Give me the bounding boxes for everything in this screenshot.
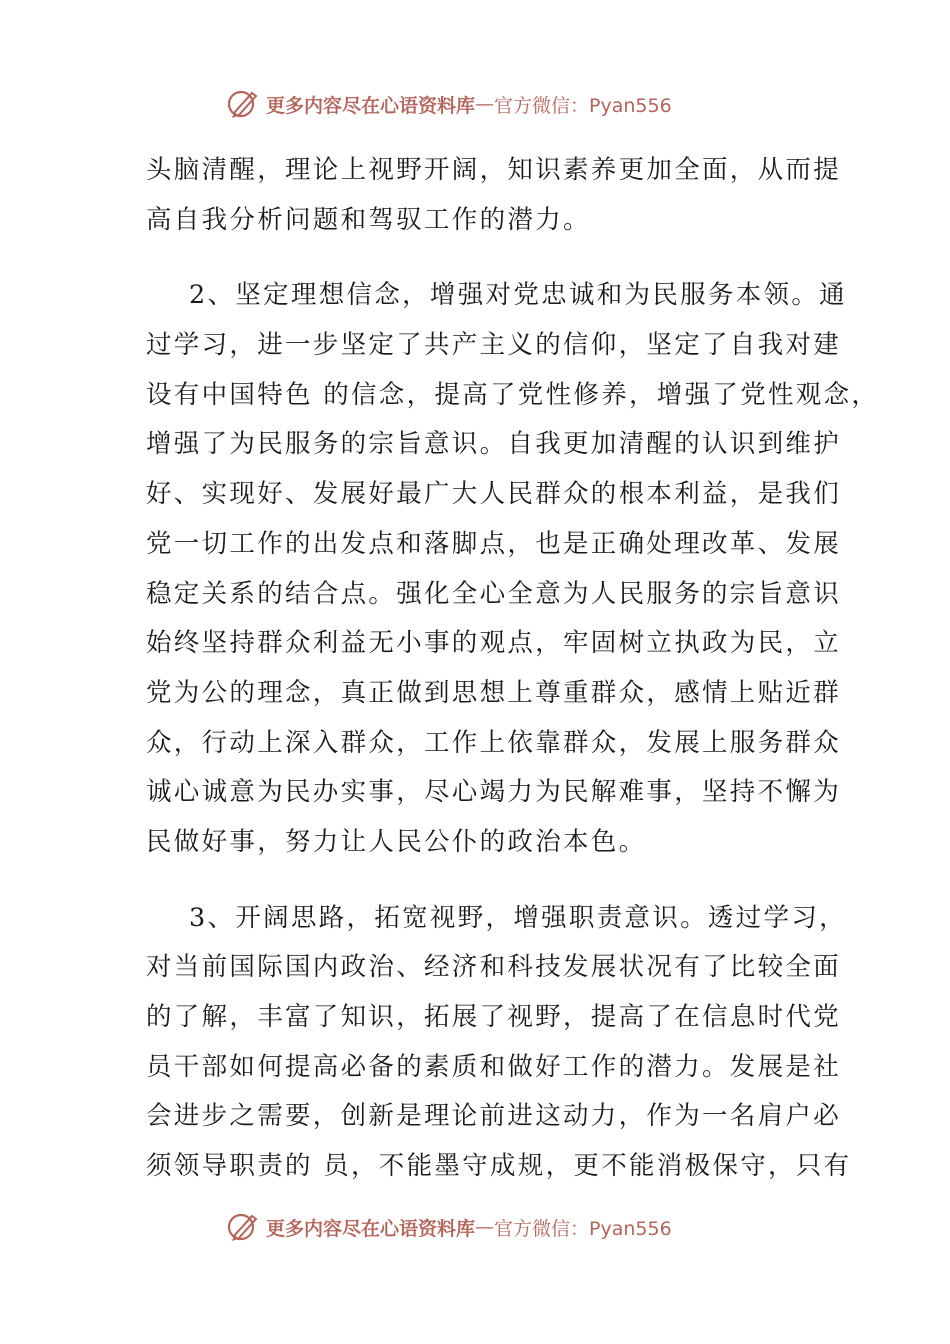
paragraph-1 [146, 146, 842, 245]
text-line: 3、开阔思路，拓宽视野，增强职责意识。透过学习， [189, 902, 847, 933]
text-line: 高自我分析问题和驾驭工作的潜力。 [146, 204, 591, 235]
text-line: 对当前国际国内政治、经济和科技发展状况有了比较全面 [146, 952, 842, 983]
text-line: 设有中国特色 的信念，提高了党性修养，增强了党性观念， [146, 379, 880, 410]
text-line: 须领导职责的 员，不能墨守成规，更不能消极保守，只有 [146, 1151, 852, 1182]
text-line: 增强了为民服务的宗旨意识。自我更加清醒的认识到维护 [146, 429, 842, 460]
header-dash: — [475, 93, 495, 115]
text-line: 诚心诚意为民办实事，尽心竭力为民解难事，坚持不懈为 [146, 777, 842, 808]
text-line: 会进步之需要，创新是理论前进这动力，作为一名肩户必 [146, 1101, 842, 1132]
text-line: 稳定关系的结合点。强化全心全意为人民服务的宗旨意识 [146, 578, 842, 609]
header-banner [226, 84, 672, 124]
pen-logo-icon [226, 1210, 260, 1244]
footer-wechat: 官方微信：Pyan556 [494, 1217, 672, 1240]
text-line: 的了解，丰富了知识，拓展了视野，提高了在信息时代党 [146, 1002, 842, 1032]
text-line: 2、坚定理想信念，增强对党忠诚和为民服务本领。通 [189, 280, 847, 311]
paragraph-2 [146, 271, 880, 867]
footer-brand: 更多内容尽在心语资料库 [266, 1217, 476, 1240]
text-line: 员干部如何提高必备的素质和做好工作的潜力。发展是社 [146, 1051, 842, 1082]
text-line: 党为公的理念，真正做到思想上尊重群众，感情上贴近群 [146, 677, 842, 708]
text-line: 过学习，进一步坚定了共产主义的信仰，坚定了自我对建 [146, 330, 842, 361]
text-line: 头脑清醒，理论上视野开阔，知识素养更加全面，从而提 [146, 155, 842, 185]
text-line: 始终坚持群众利益无小事的观点，牢固树立执政为民，立 [146, 628, 842, 659]
header-brand: 更多内容尽在心语资料库 [266, 94, 476, 117]
footer-dash: — [475, 1216, 495, 1238]
footer-banner [226, 1207, 672, 1247]
text-line: 民做好事，努力让人民公仆的政治本色。 [146, 826, 647, 857]
paragraph-3 [146, 894, 852, 1192]
text-line: 众，行动上深入群众，工作上依靠群众，发展上服务群众 [146, 727, 842, 758]
document-body [146, 146, 880, 1192]
text-line: 党一切工作的出发点和落脚点，也是正确处理改革、发展 [146, 528, 842, 559]
text-line: 好、实现好、发展好最广大人民群众的根本利益，是我们 [146, 479, 842, 510]
header-wechat: 官方微信：Pyan556 [494, 94, 672, 117]
pen-logo-icon [226, 87, 260, 121]
